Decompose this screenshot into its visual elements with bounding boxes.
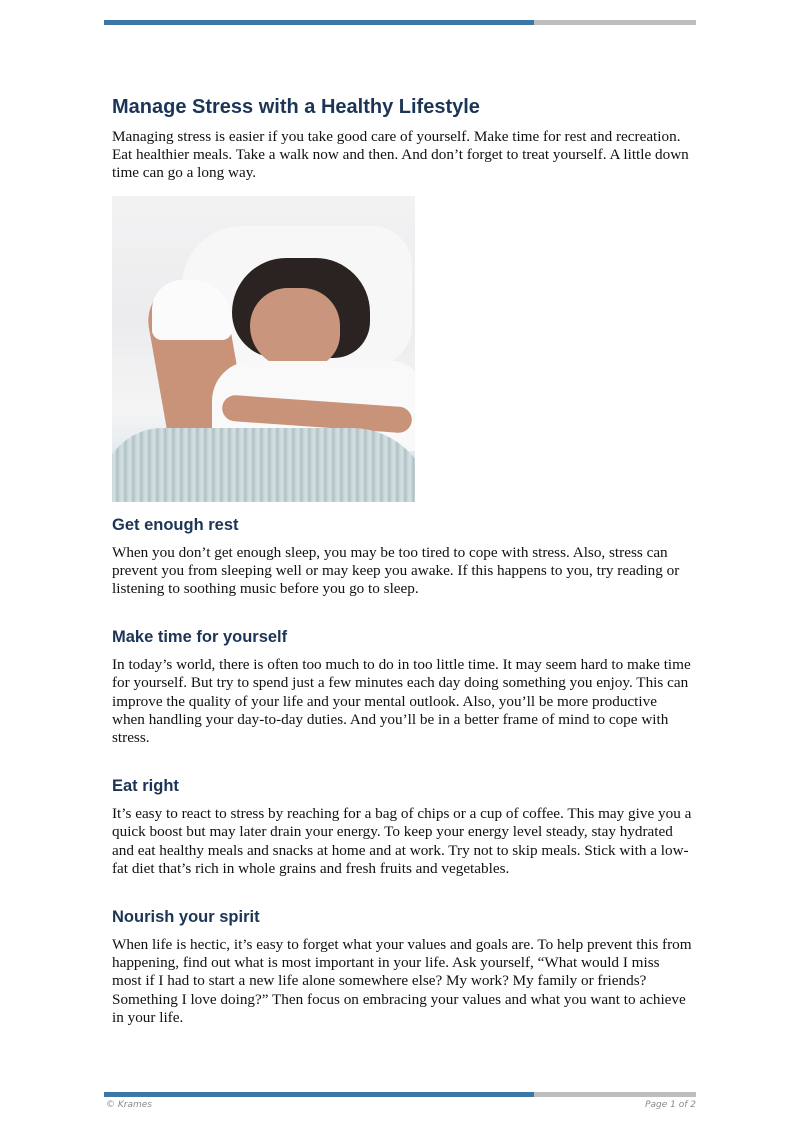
section-eat-right xyxy=(112,775,692,878)
sleeping-woman-photo xyxy=(112,196,415,502)
section-body: When life is hectic, it’s easy to forget what your values and goals are. To help prevent this from happening, find out what is most important in your life. Ask yourself, “What would I miss most if I had to start a new life alone somewhere else? My work? My family or friends? Something I love doing?” Then focus on embracing your values and what you want to achieve in your life. xyxy=(112,936,692,1026)
document-content xyxy=(112,94,692,1027)
copyright-text: © Krames xyxy=(106,1100,152,1110)
page-footer xyxy=(106,1100,696,1110)
section-body: When you don’t get enough sleep, you may be too tired to cope with stress. Also, stress can prevent you from sleeping well or may keep you awake. If this happens to you, try reading or listening to soothing music before you go to sleep. xyxy=(112,543,680,598)
knit-blanket-shape xyxy=(112,428,415,502)
section-heading: Make time for yourself xyxy=(112,628,288,647)
footer-progress-bar xyxy=(104,1092,696,1097)
header-bar-track xyxy=(534,20,696,25)
footer-bar-track xyxy=(534,1092,696,1097)
page-title: Manage Stress with a Healthy Lifestyle xyxy=(112,96,480,118)
header-progress-bar xyxy=(104,20,696,25)
section-get-enough-rest xyxy=(112,514,692,599)
footer-bar-accent xyxy=(104,1092,534,1097)
intro-paragraph: Managing stress is easier if you take good care of yourself. Make time for rest and recreation. Eat healthier meals. Take a walk now and then. And don’t forget to treat yourself. A little down time can go a long way. xyxy=(112,128,689,182)
section-heading: Eat right xyxy=(112,777,179,796)
header-bar-accent xyxy=(104,20,534,25)
section-make-time-for-yourself xyxy=(112,626,692,747)
section-body: It’s easy to react to stress by reaching for a bag of chips or a cup of coffee. This may give you a quick boost but may later drain your energy. To keep your energy level steady, stay hydrated and eat healthy meals and snacks at home and at work. Try not to skip meals. Stick with a low-fat diet that’s rich in whole grains and fresh fruits and vegetables. xyxy=(112,805,692,877)
section-heading: Nourish your spirit xyxy=(112,908,260,927)
section-heading: Get enough rest xyxy=(112,515,239,534)
section-body: In today’s world, there is often too much to do in too little time. It may seem hard to make time for yourself. But try to spend just a few minutes each day doing something you enjoy. This can improve the quality of your life and your mental outlook. Also, you’ll be more productive when handling your day-to-day duties. And you’ll be in a better frame of mind to cope with stress. xyxy=(112,656,691,747)
page-indicator: Page 1 of 2 xyxy=(645,1100,696,1110)
section-nourish-your-spirit xyxy=(112,906,692,1027)
face-shape xyxy=(250,288,340,368)
